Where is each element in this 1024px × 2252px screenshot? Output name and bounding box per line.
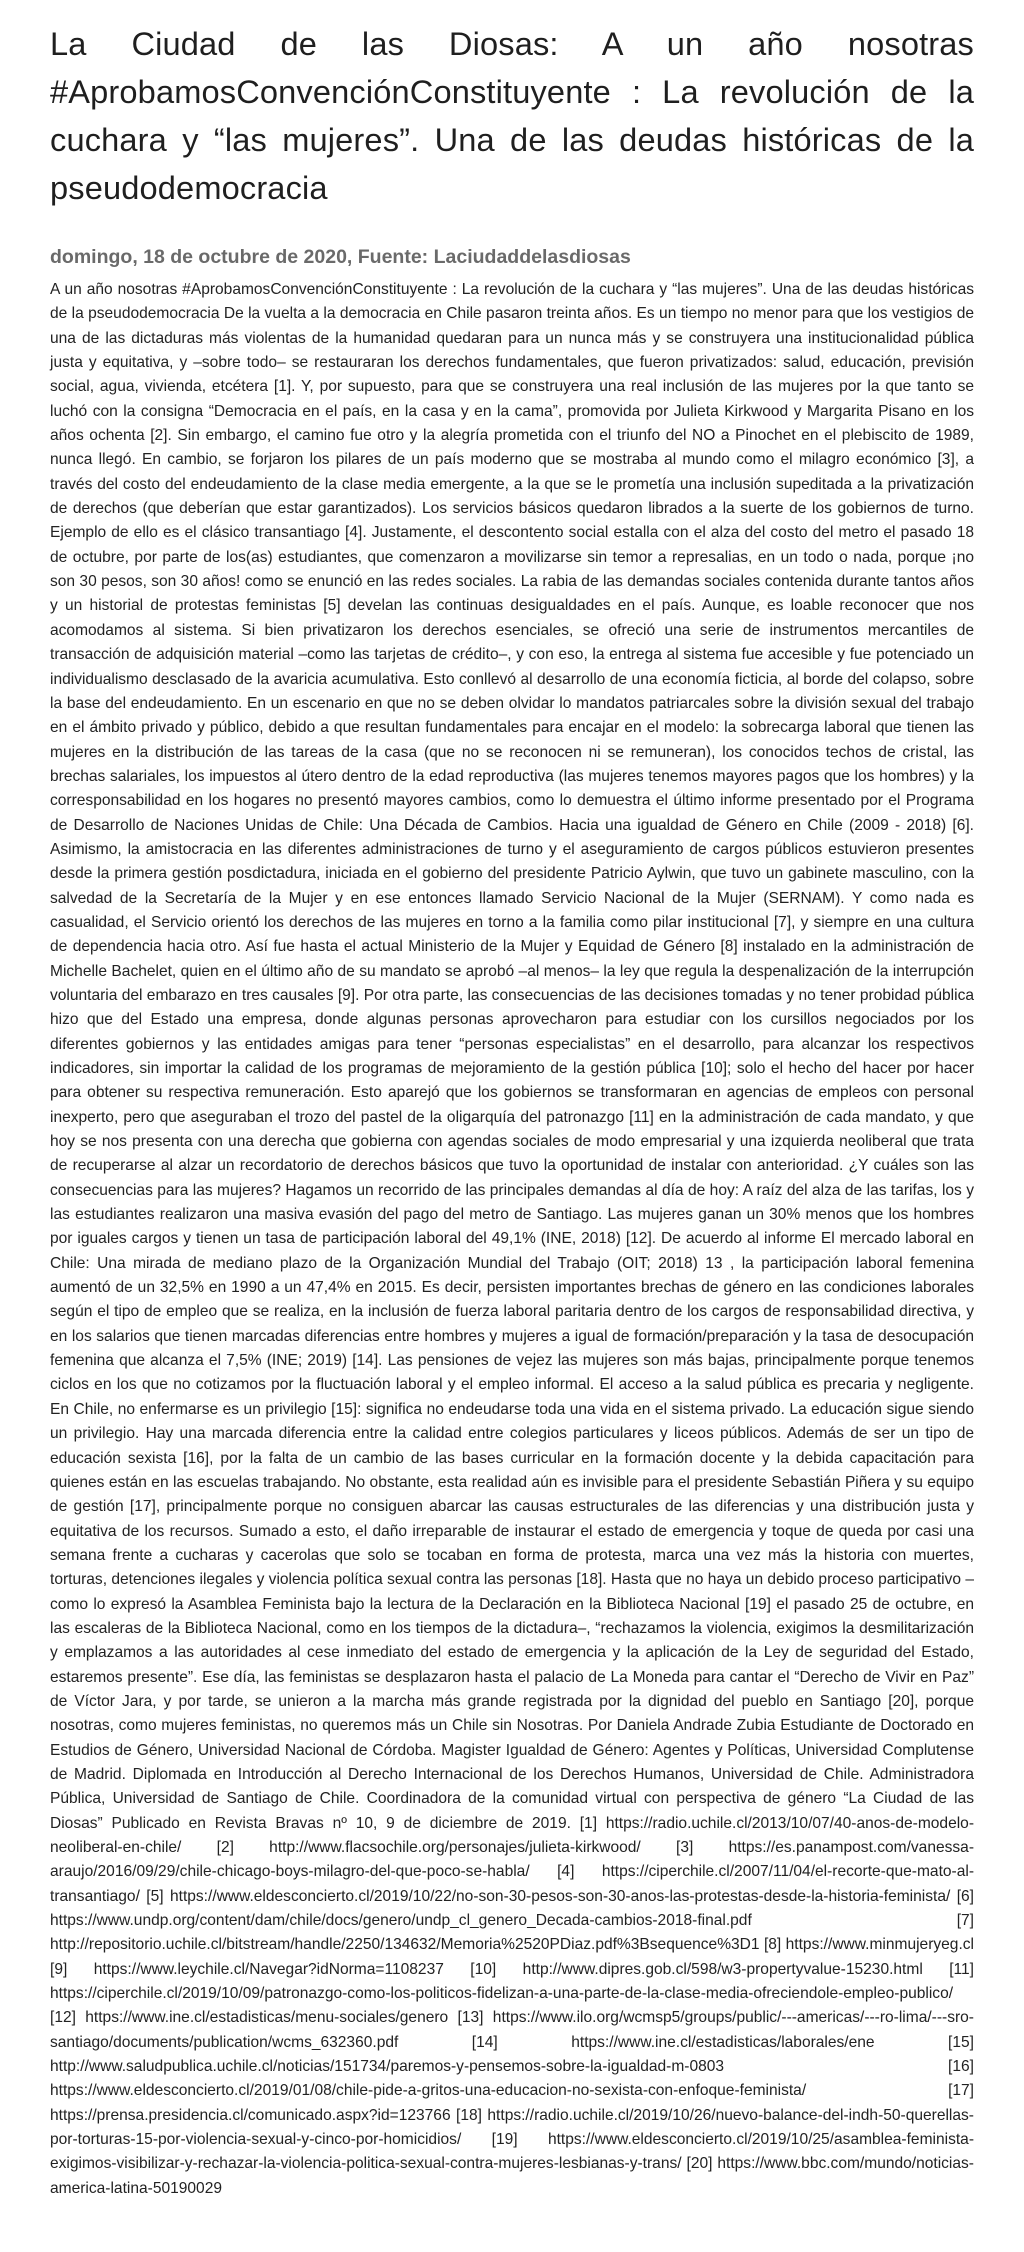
- meta-separator: ,: [346, 246, 358, 268]
- article-meta: [50, 244, 974, 270]
- article-date: domingo, 18 de octubre de 2020: [50, 246, 347, 268]
- article-source: Laciudaddelasdiosas: [433, 246, 631, 268]
- article-title: La Ciudad de las Diosas: A un año nosotras #AprobamosConvenciónConstituyente : La revolución de la cuchara y “las mujeres”. Una de las deudas históricas de la pseudodemocracia: [50, 25, 974, 206]
- source-label: Fuente:: [357, 246, 429, 268]
- article-body: A un año nosotras #AprobamosConvenciónConstituyente : La revolución de la cuchara y “las mujeres”. Una de las deudas históricas de la pseudodemocracia De la vuelta a la democracia en Chile pasaron treinta años. Es un tiempo no menor para que los vestigios de una de las dictaduras más violentas de la humanidad quedaran para un nunca más y se construyera una institucionalidad pública justa y equitativa, y –sobre todo– se restauraran los derechos fundamentales, que fueron privatizados: salud, educación, previsión social, agua, vivienda, etcétera [1]. Y, por supuesto, para que se construyera una real inclusión de las mujeres por la que tanto se luchó con la consigna “Democracia en el país, en la casa y en la cama”, promovida por Julieta Kirkwood y Margarita Pisano en los años ochenta [2]. Sin embargo, el camino fue otro y la alegría prometida con el triunfo del NO a Pinochet en el plebiscito de 1989, nunca llegó. En cambio, se forjaron los pilares de un país moderno que se mostraba al mundo como el milagro económico [3], a través del costo del endeudamiento de la clase media emergente, a la que se le prometía una inclusión supeditada a la privatización de derechos (que deberían que estar garantizados). Los servicios básicos quedaron librados a la suerte de los gobiernos de turno. Ejemplo de ello es el clásico transantiago [4]. Justamente, el descontento social estalla con el alza del costo del metro el pasado 18 de octubre, por parte de los(as) estudiantes, que comenzaron a movilizarse sin temor a represalias, en un todo o nada, porque ¡no son 30 pesos, son 30 años! como se enunció en las redes sociales. La rabia de las demandas sociales contenida durante tantos años y un historial de protestas feministas [5] develan las continuas desigualdades en el país. Aunque, es loable reconocer que nos acomodamos al sistema. Si bien privatizaron los derechos esenciales, se ofreció una serie de instrumentos mercantiles de transacción de adquisición material –como las tarjetas de crédito–, y con eso, la entrega al sistema fue accesible y fue potenciado un individualismo desclasado de la avaricia acumulativa. Esto conllevó al desarrollo de una economía ficticia, al borde del colapso, sobre la base del endeudamiento. En un escenario en que no se deben olvidar lo mandatos patriarcales sobre la división sexual del trabajo en el ámbito privado y público, debido a que resultan fundamentales para encajar en el modelo: la sobrecarga laboral que tienen las mujeres en la distribución de las tareas de la casa (que no se reconocen ni se remuneran), los conocidos techos de cristal, las brechas salariales, los impuestos al útero dentro de la edad reproductiva (las mujeres tenemos mayores pagos que los hombres) y la corresponsabilidad en los hogares no presentó mayores cambios, como lo demuestra el último informe presentado por el Programa de Desarrollo de Naciones Unidas de Chile: Una Década de Cambios. Hacia una igualdad de Género en Chile (2009 - 2018) [6]. Asimismo, la amistocracia en las diferentes administraciones de turno y el aseguramiento de cargos públicos estuvieron presentes desde la primera gestión posdictadura, iniciada en el gobierno del presidente Patricio Aylwin, que tuvo un gabinete masculino, con la salvedad de la Secretaría de la Mujer y en ese entonces llamado Servicio Nacional de la Mujer (SERNAM). Y como nada es casualidad, el Servicio orientó los derechos de las mujeres en torno a la familia como pilar institucional [7], y siempre en una cultura de dependencia hacia otro. Así fue hasta el actual Ministerio de la Mujer y Equidad de Género [8] instalado en la administración de Michelle Bachelet, quien en el último año de su mandato se aprobó –al menos– la ley que regula la despenalización de la interrupción voluntaria del embarazo en tres causales [9]. Por otra parte, las consecuencias de las decisiones tomadas y no tener probidad pública hizo que del Estado una empresa, donde algunas personas aprovecharon para estudiar con los cursillos negociados por los diferentes gobiernos y las entidades amigas para tener “personas especialistas” en el desarrollo, para alcanzar los respectivos indicadores, sin importar la calidad de los programas de mejoramiento de la gestión pública [10]; solo el hecho del hacer por hacer para obtener su respectiva remuneración. Esto aparejó que los gobiernos se transformaran en agencias de empleos con personal inexperto, pero que aseguraban el trozo del pastel de la oligarquía del patronazgo [11] en la administración de cada mandato, y que hoy se nos presenta con una derecha que gobierna con agendas sociales de modo empresarial y una izquierda neoliberal que trata de recuperarse al alzar un recordatorio de derechos básicos que tuvo la oportunidad de instalar con anterioridad. ¿Y cuáles son las consecuencias para las mujeres? Hagamos un recorrido de las principales demandas al día de hoy: A raíz del alza de las tarifas, los y las estudiantes realizaron una masiva evasión del pago del metro de Santiago. Las mujeres ganan un 30% menos que los hombres por iguales cargos y tienen un tasa de participación laboral del 49,1% (INE, 2018) [12]. De acuerdo al informe El mercado laboral en Chile: Una mirada de mediano plazo de la Organización Mundial del Trabajo (OIT; 2018) 13 , la participación laboral femenina aumentó de un 32,5% en 1990 a un 47,4% en 2015. Es decir, persisten importantes brechas de género en las condiciones laborales según el tipo de empleo que se realiza, en la inclusión de fuerza laboral paritaria dentro de los cargos de responsabilidad directiva, y en los salarios que tienen marcadas diferencias entre hombres y mujeres a igual de formación/preparación y la tasa de desocupación femenina que alcanza el 7,5% (INE; 2019) [14]. Las pensiones de vejez las mujeres son más bajas, principalmente porque tenemos ciclos en los que no cotizamos por la fluctuación laboral y el empleo informal. El acceso a la salud pública es precaria y negligente. En Chile, no enfermarse es un privilegio [15]: significa no endeudarse toda una vida en el sistema privado. La educación sigue siendo un privilegio. Hay una marcada diferencia entre la calidad entre colegios particulares y liceos públicos. Además de ser un tipo de educación sexista [16], por la falta de un cambio de las bases curricular en la formación docente y la debida capacitación para quienes están en las escuelas trabajando. No obstante, esta realidad aún es invisible para el presidente Sebastián Piñera y su equipo de gestión [17], principalmente porque no consiguen abarcar las causas estructurales de las diferencias y una distribución justa y equitativa de los recursos. Sumado a esto, el daño irreparable de instaurar el estado de emergencia y toque de queda por casi una semana frente a cucharas y cacerolas que solo se tocaban en forma de protesta, marca una vez más la historia con muertes, torturas, detenciones ilegales y violencia política sexual contra las personas [18]. Hasta que no haya un debido proceso participativo –como lo expresó la Asamblea Feminista bajo la lectura de la Declaración en la Biblioteca Nacional [19] el pasado 25 de octubre, en las escaleras de la Biblioteca Nacional, como en los tiempos de la dictadura–, “rechazamos la violencia, exigimos la desmilitarización y emplazamos a las autoridades al cese inmediato del estado de emergencia y la aplicación de la Ley de seguridad del Estado, estaremos presente”. Ese día, las feministas se desplazaron hasta el palacio de La Moneda para cantar el “Derecho de Vivir en Paz” de Víctor Jara, y por tarde, se unieron a la marcha más grande registrada por la dignidad del pueblo en Santiago [20], porque nosotras, como mujeres feministas, no queremos más un Chile sin Nosotras. Por Daniela Andrade Zubia Estudiante de Doctorado en Estudios de Género, Universidad Nacional de Córdoba. Magister Igualdad de Género: Agentes y Políticas, Universidad Complutense de Madrid. Diplomada en Introducción al Derecho Internacional de los Derechos Humanos, Universidad de Chile. Administradora Pública, Universidad de Santiago de Chile. Coordinadora de la comunidad virtual con perspectiva de género “La Ciudad de las Diosas” Publicado en Revista Bravas nº 10, 9 de diciembre de 2019. [1] https://radio.uchile.cl/2013/10/07/40-anos-de-modelo-neoliberal-en-chile/ [2] http://www.flacsochile.org/personajes/julieta-kirkwood/ [3] https://es.panampost.com/vanessa-araujo/2016/09/29/chile-chicago-boys-milagro-del-que-poco-se-habla/ [4] https://ciperchile.cl/2007/11/04/el-recorte-que-mato-al-transantiago/ [5] https://www.eldesconcierto.cl/2019/10/22/no-son-30-pesos-son-30-anos-las-protestas-desde-la-historia-feminista/ [6] https://www.undp.org/content/dam/chile/docs/genero/undp_cl_genero_Decada-cambios-2018-final.pdf [7] http://repositorio.uchile.cl/bitstream/handle/2250/134632/Memoria%2520PDiaz.pdf%3Bsequence%3D1 [8] https://www.minmujeryeg.cl [9] https://www.leychile.cl/Navegar?idNorma=1108237 [10] http://www.dipres.gob.cl/598/w3-propertyvalue-15230.html [11] https://ciperchile.cl/2019/10/09/patronazgo-como-los-politicos-fidelizan-a-una-parte-de-la-clase-media-ofreciendole-empleo-publico/ [12] https://www.ine.cl/estadisticas/menu-sociales/genero [13] https://www.ilo.org/wcmsp5/groups/public/---americas/---ro-lima/---sro-santiago/documents/publication/wcms_632360.pdf [14] https://www.ine.cl/estadisticas/laborales/ene [15] http://www.saludpublica.uchile.cl/noticias/151734/paremos-y-pensemos-sobre-la-igualdad-m-0803 [16] https://www.eldesconcierto.cl/2019/01/08/chile-pide-a-gritos-una-educacion-no-sexista-con-enfoque-feminista/ [17] https://prensa.presidencia.cl/comunicado.aspx?id=123766 [18] https://radio.uchile.cl/2019/10/26/nuevo-balance-del-indh-50-querellas-por-torturas-15-por-violencia-sexual-y-cinco-por-homicidios/ [19] https://www.eldesconcierto.cl/2019/10/25/asamblea-feminista-exigimos-visibilizar-y-rechazar-la-violencia-politica-sexual-contra-mujeres-lesbianas-y-trans/ [20] https://www.bbc.com/mundo/noticias-america-latina-50190029: [50, 281, 974, 2197]
